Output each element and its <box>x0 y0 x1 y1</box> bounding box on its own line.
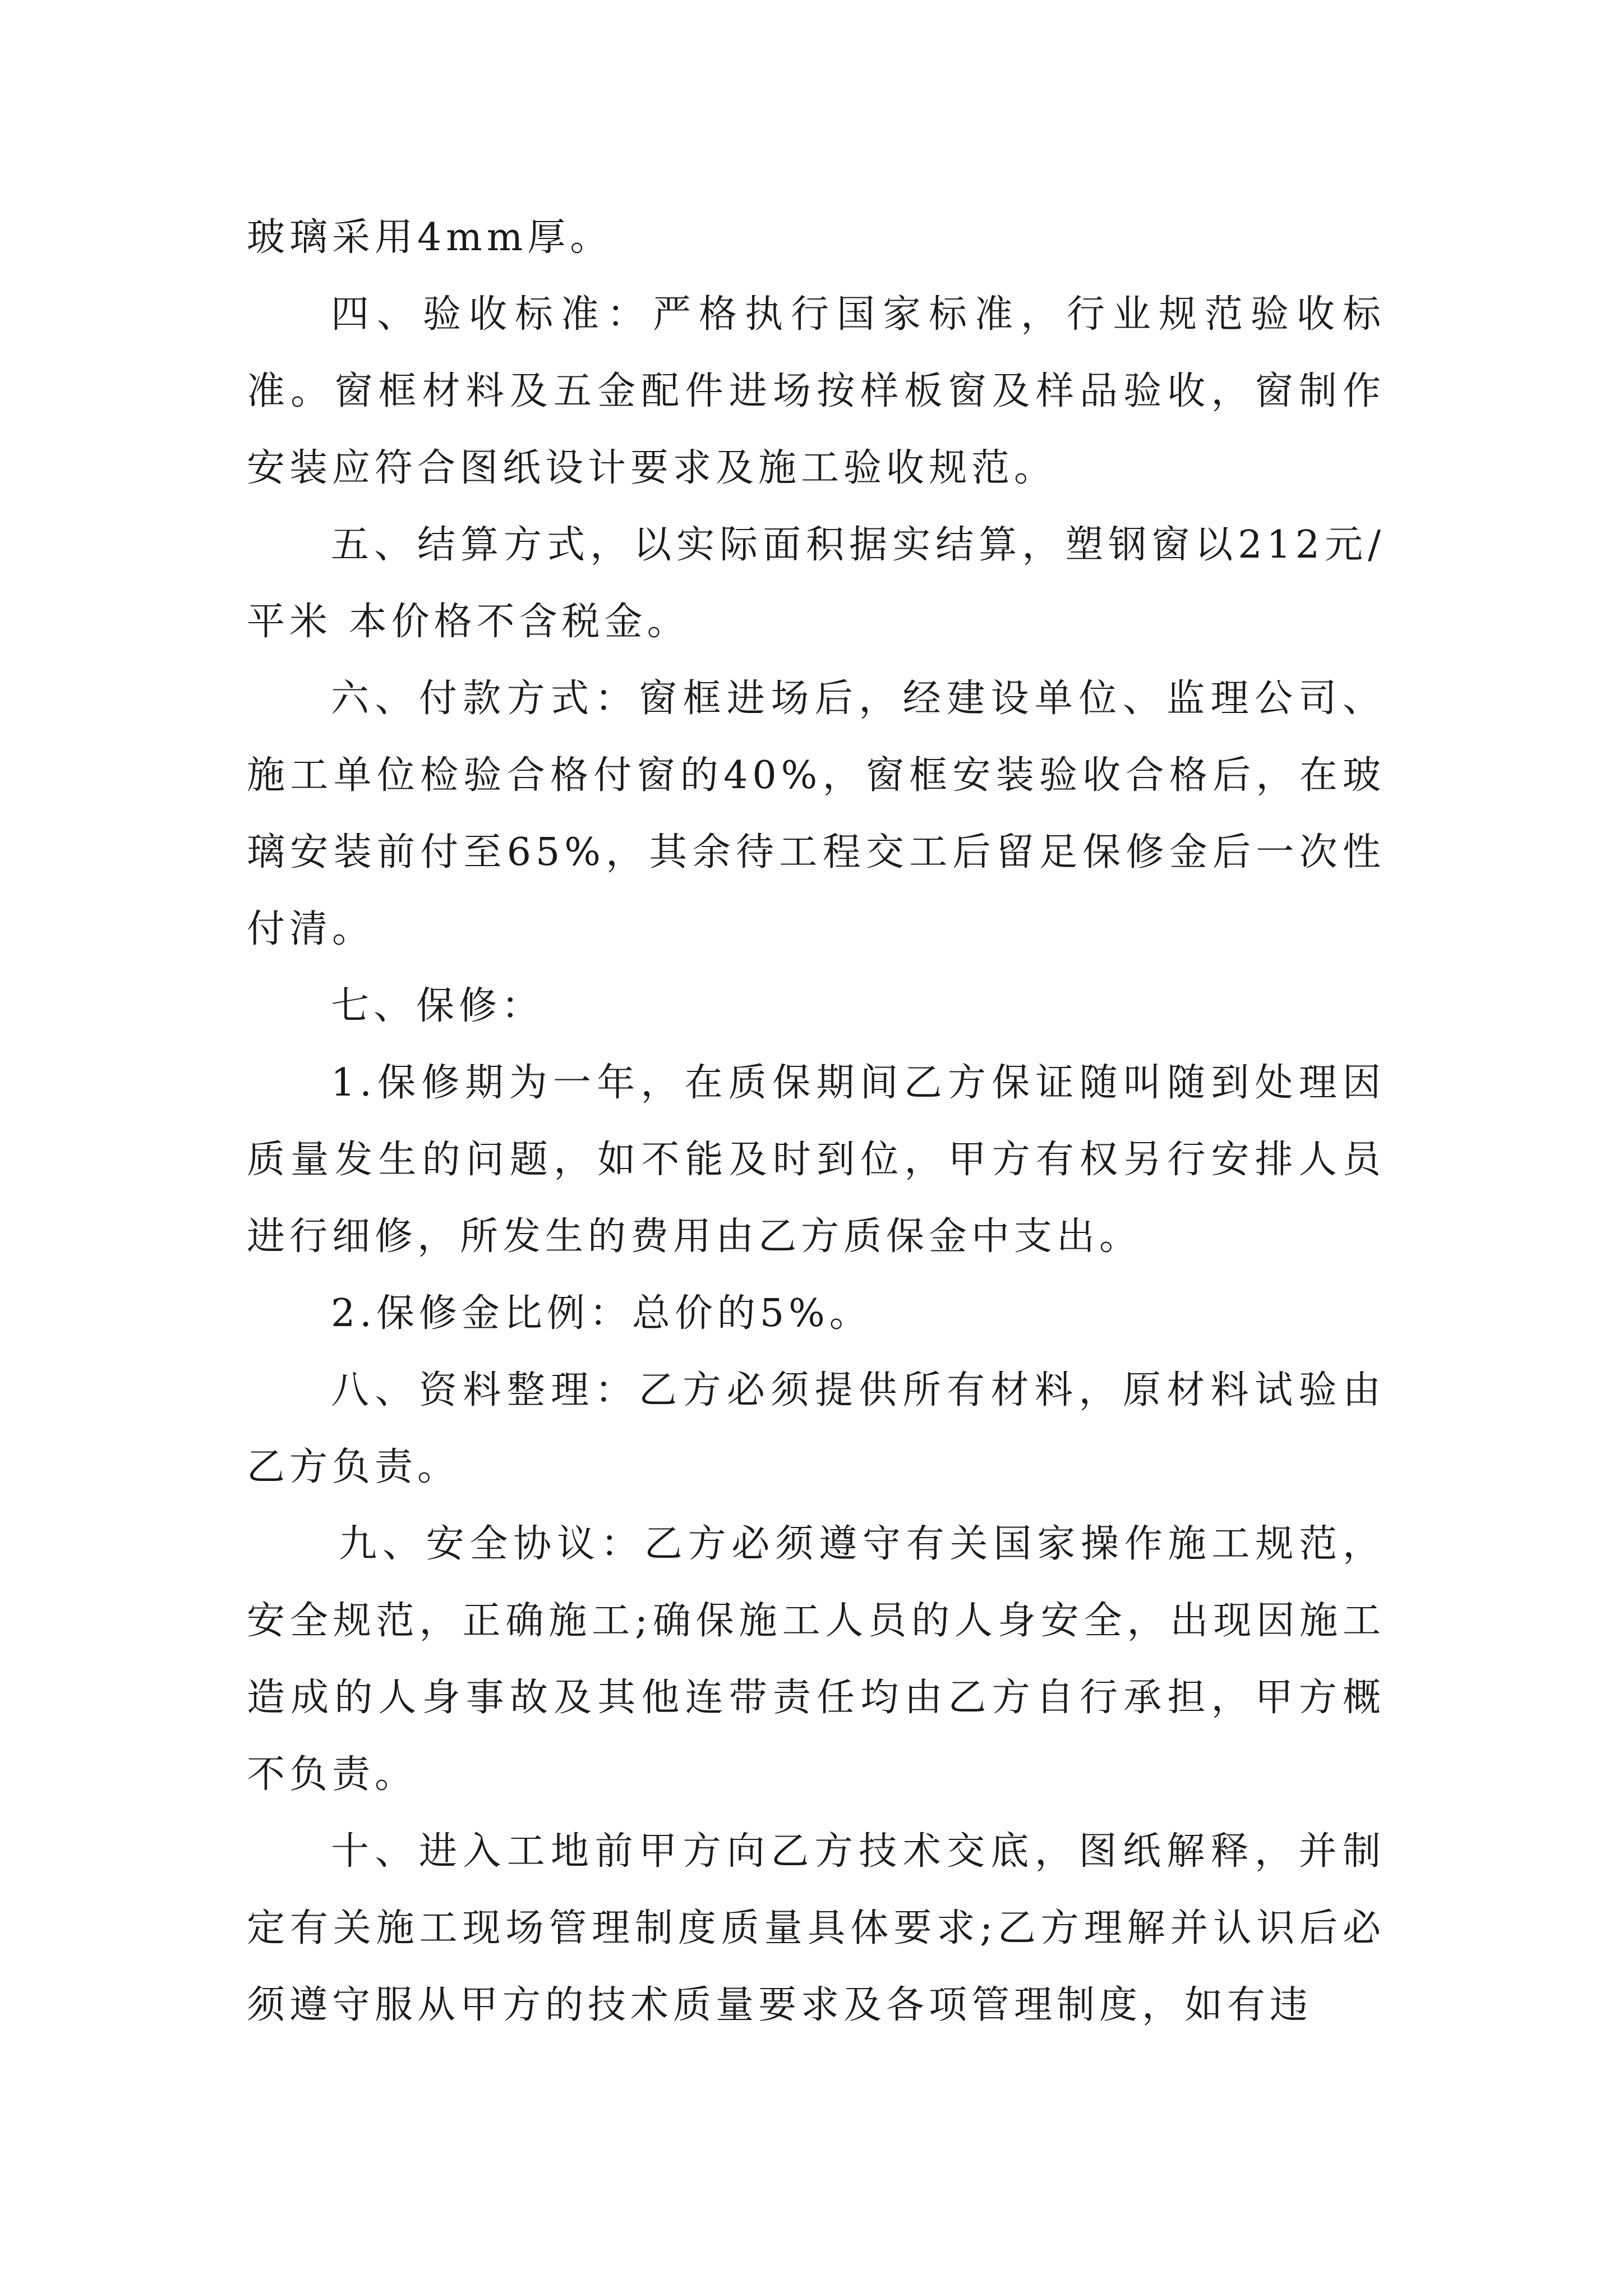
paragraph-payment-method: 六、付款方式：窗框进场后，经建设单位、监理公司、施工单位检验合格付窗的40%，窗框安装验收合格后，在玻璃安装前付至65%，其余待工程交工后留足保修金后一次性付清。 <box>247 677 1385 951</box>
document-body <box>247 199 1385 2044</box>
paragraph-warranty-heading: 七、保修： <box>331 984 545 1028</box>
paragraph-settlement-method: 五、结算方式，以实际面积据实结算，塑钢窗以212元/平米 本价格不含税金。 <box>247 523 1385 644</box>
paragraph-glass-thickness: 玻璃采用4mm厚。 <box>247 215 613 260</box>
paragraph-safety-agreement: 九、安全协议：乙方必须遵守有关国家操作施工规范，安全规范，正确施工;确保施工人员的人身安全，出现因施工造成的人身事故及其他连带责任均由乙方自行承担，甲方概不负责。 <box>247 1522 1385 1797</box>
paragraph-acceptance-standard: 四、验收标准：严格执行国家标准，行业规范验收标准。窗框材料及五金配件进场按样板窗及样品验收，窗制作安装应符合图纸设计要求及施工验收规范。 <box>247 292 1385 490</box>
paragraph-warranty-period: 1.保修期为一年，在质保期间乙方保证随叫随到处理因质量发生的问题，如不能及时到位，甲方有权另行安排人员进行细修，所发生的费用由乙方质保金中支出。 <box>247 1061 1385 1259</box>
paragraph-documentation: 八、资料整理：乙方必须提供所有材料，原材料试验由乙方负责。 <box>247 1368 1385 1489</box>
paragraph-technical-briefing: 十、进入工地前甲方向乙方技术交底，图纸解释，并制定有关施工现场管理制度质量具体要求;乙方理解并认识后必须遵守服从甲方的技术质量要求及各项管理制度，如有违 <box>247 1829 1385 2027</box>
paragraph-warranty-ratio: 2.保修金比例：总价的5%。 <box>331 1291 872 1336</box>
